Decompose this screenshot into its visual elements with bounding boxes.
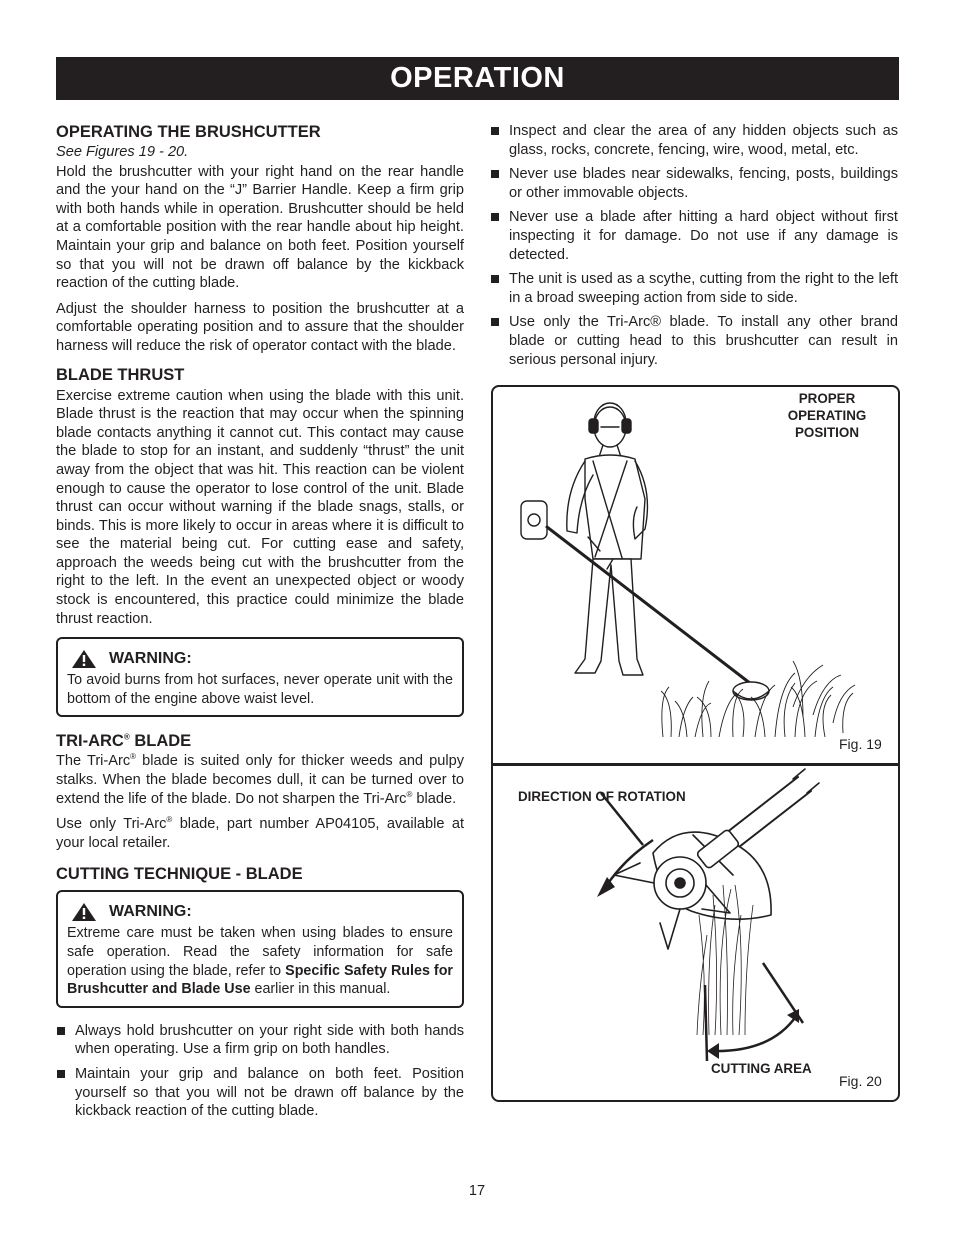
warning-label: WARNING:	[109, 903, 192, 921]
fig19-number: Fig. 19	[839, 736, 882, 752]
fig20-rotation-label: DIRECTION OF ROTATION	[518, 789, 686, 804]
bullet-square-icon	[491, 127, 499, 135]
bullet-square-icon	[491, 213, 499, 221]
heading-tri-arc: TRI-ARC® BLADE	[56, 732, 192, 751]
figure-box	[491, 385, 900, 1102]
fig20-blade-illustration	[493, 765, 898, 1100]
section-banner: OPERATION	[56, 57, 899, 100]
blade-thrust-paragraph: Exercise extreme caution when using the blade with this unit. Blade thrust is the reaction that may occur when the spinning blade contacts anything it cannot cut. This contact may cause the blade to stop for an instant, and suddenly “thrust” the unit away from the object that was hit. This reaction can be violent enough to cause the operator to lose control of the unit. Blade thrust can occur without warning if the blade snags, stalls, or binds. This is more likely to occur in areas where it is difficult to see the material being cut. For cutting ease and safety, approach the weeds being cut with the brushcutter from the right to the left. In the event an unexpected object or woody stock is encountered, this practice could minimize the blade thrust reaction.	[56, 387, 464, 627]
tri-arc-paragraph-2: Use only Tri-Arc® blade, part number AP04105, available at your local retailer.	[56, 815, 464, 851]
fig20-cutting-area-label: CUTTING AREA	[711, 1061, 812, 1076]
left-column	[56, 122, 464, 1127]
see-figures-note: See Figures 19 - 20.	[56, 144, 189, 160]
heading-cutting-technique: CUTTING TECHNIQUE - BLADE	[56, 865, 303, 884]
warning-heading	[67, 649, 453, 669]
right-column	[490, 122, 898, 375]
list-item: Never use blades near sidewalks, fencing, posts, buildings or other immovable objects.	[490, 165, 898, 202]
list-item: Use only the Tri-Arc® blade. To install any other brand blade or cutting head to this brushcutter can result in serious personal injury.	[490, 313, 898, 369]
list-item: Never use a blade after hitting a hard object without first inspecting it for damage. Do not use if any damage is detected.	[490, 208, 898, 264]
bullet-square-icon	[491, 318, 499, 326]
heading-operating: OPERATING THE BRUSHCUTTER	[56, 123, 321, 141]
right-bullet-list	[490, 122, 898, 369]
fig19-operator-illustration	[493, 387, 898, 763]
bullet-square-icon	[491, 275, 499, 283]
fig19-label: PROPER OPERATING POSITION	[787, 391, 867, 440]
page-number: 17	[468, 1183, 486, 1199]
heading-blade-thrust: BLADE THRUST	[56, 365, 185, 384]
warning-box-blades	[56, 890, 464, 1007]
list-item: The unit is used as a scythe, cutting from the right to the left in a broad sweeping action from side to side.	[490, 270, 898, 307]
list-item: Always hold brushcutter on your right side with both hands when operating. Use a firm grip on both handles.	[56, 1022, 464, 1059]
bullet-square-icon	[491, 170, 499, 178]
warning-heading-2	[67, 902, 453, 922]
bullet-square-icon	[57, 1027, 65, 1035]
warning-label: WARNING:	[109, 649, 192, 667]
warning-text-burns: To avoid burns from hot surfaces, never operate unit with the bottom of the engine above waist level.	[67, 672, 453, 707]
warning-triangle-icon	[71, 649, 97, 669]
fig20-number: Fig. 20	[839, 1073, 882, 1089]
warning-triangle-icon	[71, 902, 97, 922]
list-item: Inspect and clear the area of any hidden objects such as glass, rocks, concrete, fencing, wire, wood, metal, etc.	[490, 122, 898, 159]
left-bullet-list	[56, 1022, 464, 1121]
list-item: Maintain your grip and balance on both feet. Position yourself so that you will not be drawn off balance by the kickback reaction of the cutting blade.	[56, 1065, 464, 1121]
tri-arc-paragraph-1: The Tri-Arc® blade is suited only for thicker weeds and pulpy stalks. When the blade becomes dull, it can be turned over to extend the life of the blade. Do not sharpen the Tri-Arc® blade.	[56, 752, 464, 807]
warning-text-blades: Extreme care must be taken when using blades to ensure safe operation. Read the safety information for safe operation using the blade, refer to Specific Safety Rules for Brushcutter and Blade Use earlier in this manual.	[67, 925, 453, 998]
operating-paragraph-1: Hold the brushcutter with your right hand on the rear handle and the your hand on the “J” Barrier Handle. Keep a firm grip with both hands while in operation. Brushcutter should be held at a comfortable position with the rear handle about hip height. Maintain your grip and balance on both feet. Position yourself so that you will not be drawn off balance by the kickback reaction of the cutting blade.	[56, 163, 464, 292]
bullet-square-icon	[57, 1070, 65, 1078]
operating-paragraph-2: Adjust the shoulder harness to position the brushcutter at a comfortable operating position and to assure that the shoulder harness will reduce the risk of operator contact with the blade.	[56, 300, 464, 354]
warning-box-burns	[56, 637, 464, 717]
